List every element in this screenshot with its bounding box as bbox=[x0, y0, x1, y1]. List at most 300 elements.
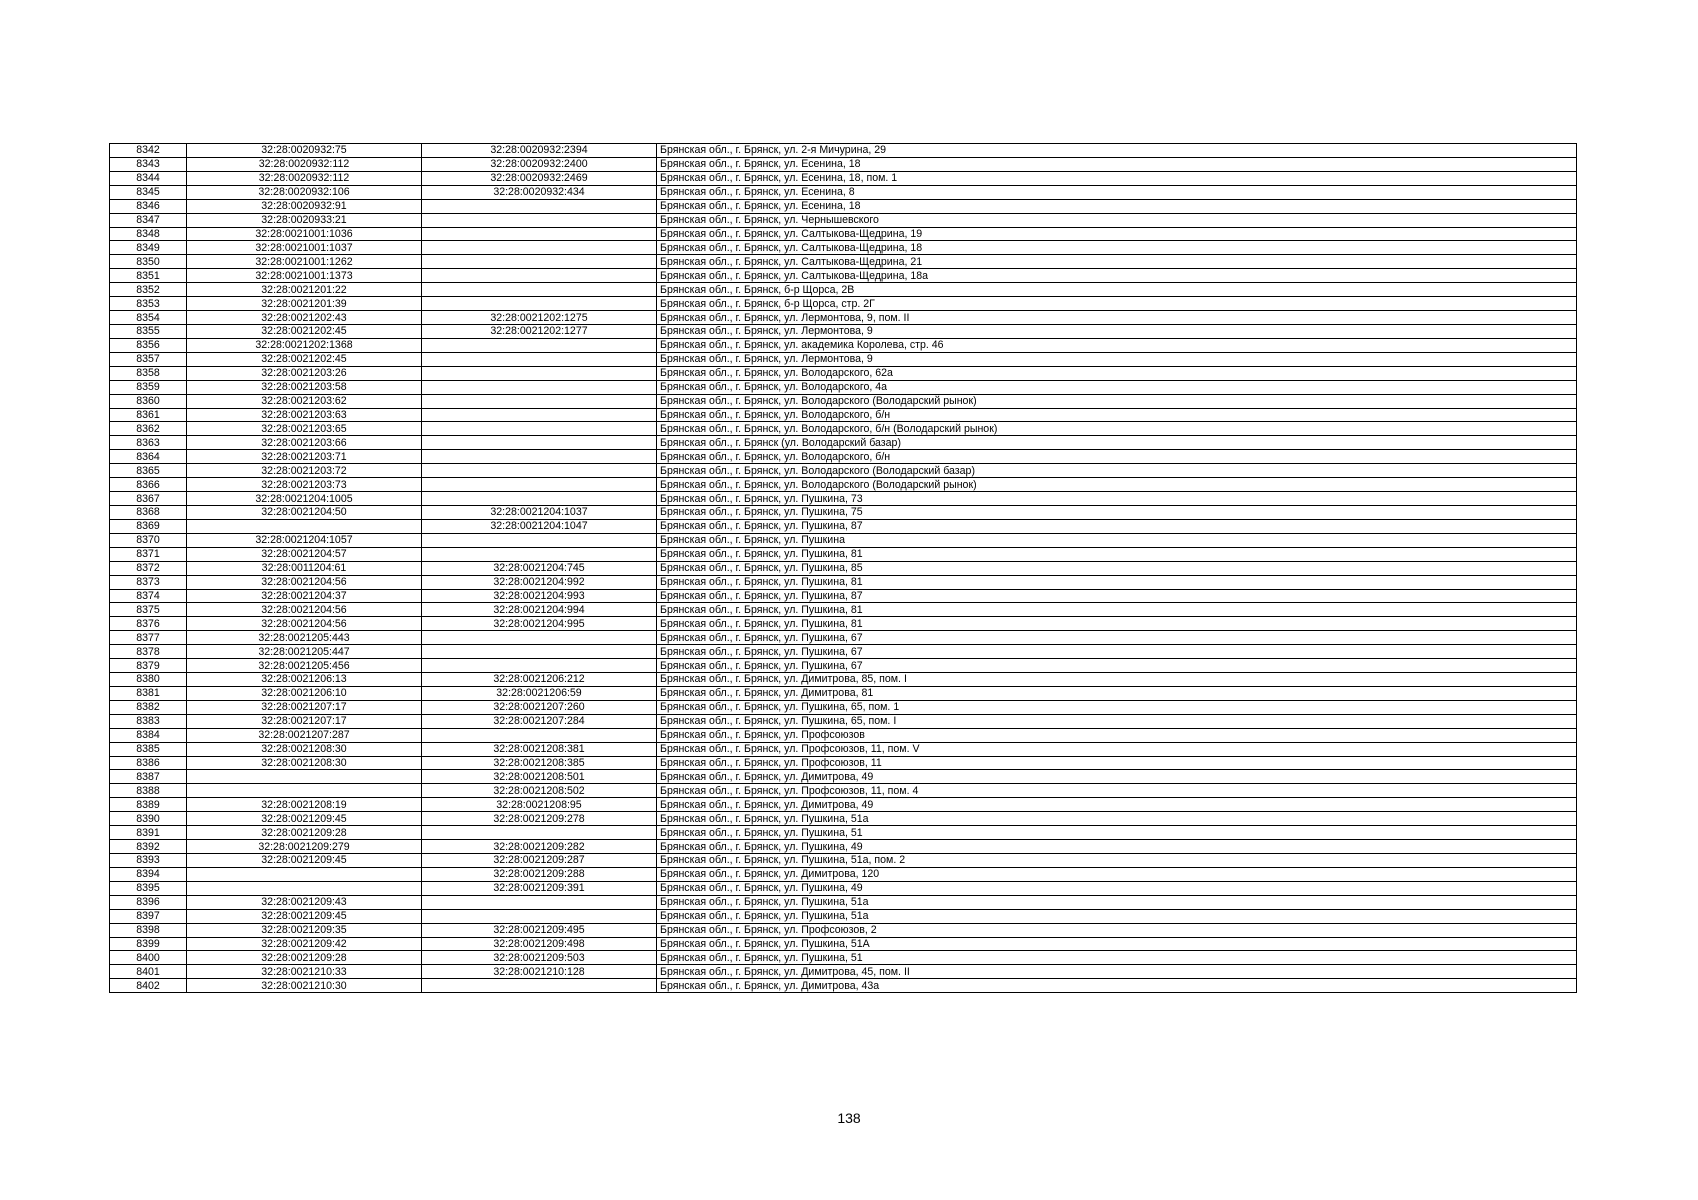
row-number-cell: 8388 bbox=[110, 784, 187, 798]
address-cell: Брянская обл., г. Брянск (ул. Володарский базар) bbox=[657, 436, 1577, 450]
land-cadastral-number-cell: 32:28:0021209:45 bbox=[187, 854, 422, 868]
table-row bbox=[110, 909, 1577, 923]
table-row bbox=[110, 227, 1577, 241]
row-number-cell: 8371 bbox=[110, 547, 187, 561]
land-cadastral-number-cell: 32:28:0011204:61 bbox=[187, 561, 422, 575]
address-cell: Брянская обл., г. Брянск, ул. Пушкина, 51а bbox=[657, 812, 1577, 826]
table-row bbox=[110, 951, 1577, 965]
land-cadastral-number-cell: 32:28:0021208:30 bbox=[187, 756, 422, 770]
building-cadastral-number-cell bbox=[422, 422, 657, 436]
table-row bbox=[110, 324, 1577, 338]
row-number-cell: 8350 bbox=[110, 255, 187, 269]
address-cell: Брянская обл., г. Брянск, ул. Чернышевского bbox=[657, 213, 1577, 227]
row-number-cell: 8386 bbox=[110, 756, 187, 770]
row-number-cell: 8348 bbox=[110, 227, 187, 241]
address-cell: Брянская обл., г. Брянск, ул. Димитрова, 43а bbox=[657, 979, 1577, 993]
address-cell: Брянская обл., г. Брянск, ул. Профсоюзов, 11, пом. V bbox=[657, 742, 1577, 756]
address-cell: Брянская обл., г. Брянск, ул. Димитрова, 49 bbox=[657, 770, 1577, 784]
land-cadastral-number-cell: 32:28:0021209:43 bbox=[187, 895, 422, 909]
building-cadastral-number-cell: 32:28:0021206:59 bbox=[422, 686, 657, 700]
table-row bbox=[110, 714, 1577, 728]
building-cadastral-number-cell bbox=[422, 255, 657, 269]
table-row bbox=[110, 241, 1577, 255]
address-cell: Брянская обл., г. Брянск, ул. Пушкина, 87 bbox=[657, 519, 1577, 533]
address-cell: Брянская обл., г. Брянск, ул. Пушкина, 73 bbox=[657, 492, 1577, 506]
building-cadastral-number-cell bbox=[422, 338, 657, 352]
address-cell: Брянская обл., г. Брянск, ул. Володарского, 4а bbox=[657, 380, 1577, 394]
land-cadastral-number-cell: 32:28:0021207:17 bbox=[187, 700, 422, 714]
table-row bbox=[110, 881, 1577, 895]
building-cadastral-number-cell: 32:28:0021206:212 bbox=[422, 673, 657, 687]
table-row bbox=[110, 269, 1577, 283]
address-cell: Брянская обл., г. Брянск, ул. Салтыкова-Щедрина, 18 bbox=[657, 241, 1577, 255]
address-cell: Брянская обл., г. Брянск, ул. Володарского (Володарский рынок) bbox=[657, 394, 1577, 408]
building-cadastral-number-cell: 32:28:0020932:2394 bbox=[422, 144, 657, 158]
land-cadastral-number-cell: 32:28:0020933:21 bbox=[187, 213, 422, 227]
table-row bbox=[110, 756, 1577, 770]
row-number-cell: 8393 bbox=[110, 854, 187, 868]
row-number-cell: 8373 bbox=[110, 575, 187, 589]
land-cadastral-number-cell: 32:28:0021203:58 bbox=[187, 380, 422, 394]
address-cell: Брянская обл., г. Брянск, ул. Лермонтова, 9 bbox=[657, 352, 1577, 366]
address-cell: Брянская обл., г. Брянск, ул. Салтыкова-Щедрина, 19 bbox=[657, 227, 1577, 241]
land-cadastral-number-cell: 32:28:0021210:30 bbox=[187, 979, 422, 993]
land-cadastral-number-cell: 32:28:0021202:1368 bbox=[187, 338, 422, 352]
table-row bbox=[110, 436, 1577, 450]
address-cell: Брянская обл., г. Брянск, ул. Есенина, 18, пом. 1 bbox=[657, 171, 1577, 185]
building-cadastral-number-cell: 32:28:0021204:1047 bbox=[422, 519, 657, 533]
building-cadastral-number-cell bbox=[422, 352, 657, 366]
table-row bbox=[110, 603, 1577, 617]
table-row bbox=[110, 937, 1577, 951]
table-row bbox=[110, 450, 1577, 464]
row-number-cell: 8364 bbox=[110, 450, 187, 464]
building-cadastral-number-cell bbox=[422, 547, 657, 561]
land-cadastral-number-cell: 32:28:0021001:1373 bbox=[187, 269, 422, 283]
land-cadastral-number-cell: 32:28:0021204:57 bbox=[187, 547, 422, 561]
row-number-cell: 8382 bbox=[110, 700, 187, 714]
address-cell: Брянская обл., г. Брянск, ул. Димитрова, 81 bbox=[657, 686, 1577, 700]
land-cadastral-number-cell: 32:28:0021203:62 bbox=[187, 394, 422, 408]
land-cadastral-number-cell: 32:28:0021203:65 bbox=[187, 422, 422, 436]
building-cadastral-number-cell bbox=[422, 408, 657, 422]
address-cell: Брянская обл., г. Брянск, ул. Пушкина, 51а bbox=[657, 895, 1577, 909]
table-row bbox=[110, 255, 1577, 269]
address-cell: Брянская обл., г. Брянск, ул. Есенина, 18 bbox=[657, 199, 1577, 213]
building-cadastral-number-cell bbox=[422, 380, 657, 394]
land-cadastral-number-cell: 32:28:0021202:45 bbox=[187, 324, 422, 338]
address-cell: Брянская обл., г. Брянск, ул. Пушкина, 81 bbox=[657, 617, 1577, 631]
row-number-cell: 8359 bbox=[110, 380, 187, 394]
table-row bbox=[110, 547, 1577, 561]
row-number-cell: 8401 bbox=[110, 965, 187, 979]
address-cell: Брянская обл., г. Брянск, ул. Пушкина, 85 bbox=[657, 561, 1577, 575]
row-number-cell: 8346 bbox=[110, 199, 187, 213]
table-row bbox=[110, 631, 1577, 645]
building-cadastral-number-cell bbox=[422, 199, 657, 213]
building-cadastral-number-cell: 32:28:0021208:95 bbox=[422, 798, 657, 812]
address-cell: Брянская обл., г. Брянск, ул. Есенина, 18 bbox=[657, 157, 1577, 171]
building-cadastral-number-cell: 32:28:0021204:745 bbox=[422, 561, 657, 575]
row-number-cell: 8344 bbox=[110, 171, 187, 185]
table-row bbox=[110, 311, 1577, 325]
land-cadastral-number-cell: 32:28:0021203:71 bbox=[187, 450, 422, 464]
row-number-cell: 8367 bbox=[110, 492, 187, 506]
table-row bbox=[110, 157, 1577, 171]
building-cadastral-number-cell: 32:28:0021202:1275 bbox=[422, 311, 657, 325]
building-cadastral-number-cell bbox=[422, 728, 657, 742]
building-cadastral-number-cell: 32:28:0021208:502 bbox=[422, 784, 657, 798]
address-cell: Брянская обл., г. Брянск, ул. Лермонтова, 9 bbox=[657, 324, 1577, 338]
address-cell: Брянская обл., г. Брянск, ул. Володарского, б/н bbox=[657, 408, 1577, 422]
address-cell: Брянская обл., г. Брянск, ул. Профсоюзов bbox=[657, 728, 1577, 742]
row-number-cell: 8389 bbox=[110, 798, 187, 812]
table-row bbox=[110, 686, 1577, 700]
land-cadastral-number-cell: 32:28:0021205:447 bbox=[187, 645, 422, 659]
land-cadastral-number-cell: 32:28:0021209:28 bbox=[187, 826, 422, 840]
row-number-cell: 8358 bbox=[110, 366, 187, 380]
row-number-cell: 8347 bbox=[110, 213, 187, 227]
table-row bbox=[110, 798, 1577, 812]
address-cell: Брянская обл., г. Брянск, ул. Володарского (Володарский базар) bbox=[657, 464, 1577, 478]
address-cell: Брянская обл., г. Брянск, ул. Пушкина, 51 bbox=[657, 951, 1577, 965]
land-cadastral-number-cell: 32:28:0021203:26 bbox=[187, 366, 422, 380]
building-cadastral-number-cell: 32:28:0021202:1277 bbox=[422, 324, 657, 338]
row-number-cell: 8385 bbox=[110, 742, 187, 756]
address-cell: Брянская обл., г. Брянск, ул. Володарского, 62а bbox=[657, 366, 1577, 380]
address-cell: Брянская обл., г. Брянск, ул. Лермонтова, 9, пом. II bbox=[657, 311, 1577, 325]
address-cell: Брянская обл., г. Брянск, б-р Щорса, 2В bbox=[657, 283, 1577, 297]
table-row bbox=[110, 700, 1577, 714]
table-row bbox=[110, 589, 1577, 603]
land-cadastral-number-cell: 32:28:0021209:35 bbox=[187, 923, 422, 937]
address-cell: Брянская обл., г. Брянск, ул. Пушкина, 75 bbox=[657, 505, 1577, 519]
row-number-cell: 8363 bbox=[110, 436, 187, 450]
building-cadastral-number-cell: 32:28:0020932:434 bbox=[422, 185, 657, 199]
row-number-cell: 8379 bbox=[110, 659, 187, 673]
land-cadastral-number-cell bbox=[187, 784, 422, 798]
table-row bbox=[110, 380, 1577, 394]
registry-table-body bbox=[110, 144, 1577, 993]
land-cadastral-number-cell: 32:28:0021201:39 bbox=[187, 297, 422, 311]
land-cadastral-number-cell: 32:28:0021209:45 bbox=[187, 909, 422, 923]
row-number-cell: 8391 bbox=[110, 826, 187, 840]
land-cadastral-number-cell: 32:28:0021204:37 bbox=[187, 589, 422, 603]
row-number-cell: 8349 bbox=[110, 241, 187, 255]
address-cell: Брянская обл., г. Брянск, ул. академика Королева, стр. 46 bbox=[657, 338, 1577, 352]
row-number-cell: 8354 bbox=[110, 311, 187, 325]
building-cadastral-number-cell: 32:28:0021209:282 bbox=[422, 840, 657, 854]
address-cell: Брянская обл., г. Брянск, ул. Пушкина, 49 bbox=[657, 881, 1577, 895]
building-cadastral-number-cell bbox=[422, 659, 657, 673]
building-cadastral-number-cell: 32:28:0021209:287 bbox=[422, 854, 657, 868]
address-cell: Брянская обл., г. Брянск, ул. Димитрова, 49 bbox=[657, 798, 1577, 812]
row-number-cell: 8390 bbox=[110, 812, 187, 826]
address-cell: Брянская обл., г. Брянск, ул. Пушкина, 81 bbox=[657, 547, 1577, 561]
table-row bbox=[110, 617, 1577, 631]
table-row bbox=[110, 561, 1577, 575]
row-number-cell: 8398 bbox=[110, 923, 187, 937]
land-cadastral-number-cell bbox=[187, 881, 422, 895]
table-row bbox=[110, 408, 1577, 422]
row-number-cell: 8378 bbox=[110, 645, 187, 659]
table-row bbox=[110, 645, 1577, 659]
row-number-cell: 8380 bbox=[110, 673, 187, 687]
land-cadastral-number-cell: 32:28:0021205:456 bbox=[187, 659, 422, 673]
address-cell: Брянская обл., г. Брянск, ул. Пушкина, 49 bbox=[657, 840, 1577, 854]
table-row bbox=[110, 533, 1577, 547]
address-cell: Брянская обл., г. Брянск, ул. Пушкина, 65, пом. I bbox=[657, 714, 1577, 728]
land-cadastral-number-cell bbox=[187, 519, 422, 533]
land-cadastral-number-cell: 32:28:0021208:19 bbox=[187, 798, 422, 812]
address-cell: Брянская обл., г. Брянск, ул. Пушкина bbox=[657, 533, 1577, 547]
building-cadastral-number-cell bbox=[422, 450, 657, 464]
table-row bbox=[110, 895, 1577, 909]
address-cell: Брянская обл., г. Брянск, ул. Профсоюзов, 11 bbox=[657, 756, 1577, 770]
table-row bbox=[110, 505, 1577, 519]
address-cell: Брянская обл., г. Брянск, ул. Салтыкова-Щедрина, 18а bbox=[657, 269, 1577, 283]
table-row bbox=[110, 492, 1577, 506]
row-number-cell: 8400 bbox=[110, 951, 187, 965]
land-cadastral-number-cell: 32:28:0021001:1262 bbox=[187, 255, 422, 269]
address-cell: Брянская обл., г. Брянск, ул. Пушкина, 87 bbox=[657, 589, 1577, 603]
building-cadastral-number-cell: 32:28:0021209:288 bbox=[422, 867, 657, 881]
table-row bbox=[110, 394, 1577, 408]
building-cadastral-number-cell bbox=[422, 464, 657, 478]
land-cadastral-number-cell: 32:28:0021204:56 bbox=[187, 617, 422, 631]
land-cadastral-number-cell: 32:28:0021205:443 bbox=[187, 631, 422, 645]
building-cadastral-number-cell: 32:28:0021204:994 bbox=[422, 603, 657, 617]
address-cell: Брянская обл., г. Брянск, ул. Володарского, б/н bbox=[657, 450, 1577, 464]
address-cell: Брянская обл., г. Брянск, ул. Димитрова, 85, пом. I bbox=[657, 673, 1577, 687]
land-cadastral-number-cell: 32:28:0021207:287 bbox=[187, 728, 422, 742]
table-row bbox=[110, 519, 1577, 533]
address-cell: Брянская обл., г. Брянск, ул. Димитрова, 45, пом. II bbox=[657, 965, 1577, 979]
property-registry-table bbox=[109, 143, 1577, 993]
land-cadastral-number-cell: 32:28:0021209:28 bbox=[187, 951, 422, 965]
address-cell: Брянская обл., г. Брянск, ул. Есенина, 8 bbox=[657, 185, 1577, 199]
table-row bbox=[110, 297, 1577, 311]
table-row bbox=[110, 784, 1577, 798]
building-cadastral-number-cell bbox=[422, 269, 657, 283]
table-row bbox=[110, 742, 1577, 756]
table-row bbox=[110, 923, 1577, 937]
building-cadastral-number-cell bbox=[422, 283, 657, 297]
land-cadastral-number-cell: 32:28:0020932:112 bbox=[187, 157, 422, 171]
building-cadastral-number-cell: 32:28:0021209:278 bbox=[422, 812, 657, 826]
building-cadastral-number-cell bbox=[422, 436, 657, 450]
building-cadastral-number-cell bbox=[422, 366, 657, 380]
row-number-cell: 8356 bbox=[110, 338, 187, 352]
row-number-cell: 8395 bbox=[110, 881, 187, 895]
row-number-cell: 8365 bbox=[110, 464, 187, 478]
building-cadastral-number-cell: 32:28:0021204:995 bbox=[422, 617, 657, 631]
building-cadastral-number-cell: 32:28:0021209:495 bbox=[422, 923, 657, 937]
building-cadastral-number-cell: 32:28:0021209:391 bbox=[422, 881, 657, 895]
address-cell: Брянская обл., г. Брянск, ул. Пушкина, 81 bbox=[657, 603, 1577, 617]
land-cadastral-number-cell: 32:28:0021206:10 bbox=[187, 686, 422, 700]
land-cadastral-number-cell: 32:28:0020932:106 bbox=[187, 185, 422, 199]
land-cadastral-number-cell: 32:28:0021210:33 bbox=[187, 965, 422, 979]
building-cadastral-number-cell: 32:28:0021208:381 bbox=[422, 742, 657, 756]
building-cadastral-number-cell bbox=[422, 492, 657, 506]
table-row bbox=[110, 854, 1577, 868]
table-row bbox=[110, 478, 1577, 492]
table-row bbox=[110, 979, 1577, 993]
table-row bbox=[110, 464, 1577, 478]
row-number-cell: 8357 bbox=[110, 352, 187, 366]
building-cadastral-number-cell: 32:28:0021209:498 bbox=[422, 937, 657, 951]
land-cadastral-number-cell: 32:28:0021202:43 bbox=[187, 311, 422, 325]
row-number-cell: 8387 bbox=[110, 770, 187, 784]
row-number-cell: 8374 bbox=[110, 589, 187, 603]
row-number-cell: 8345 bbox=[110, 185, 187, 199]
address-cell: Брянская обл., г. Брянск, ул. 2-я Мичурина, 29 bbox=[657, 144, 1577, 158]
building-cadastral-number-cell bbox=[422, 645, 657, 659]
table-row bbox=[110, 366, 1577, 380]
address-cell: Брянская обл., г. Брянск, б-р Щорса, стр. 2Г bbox=[657, 297, 1577, 311]
address-cell: Брянская обл., г. Брянск, ул. Профсоюзов, 11, пом. 4 bbox=[657, 784, 1577, 798]
table-row bbox=[110, 867, 1577, 881]
land-cadastral-number-cell: 32:28:0021204:1057 bbox=[187, 533, 422, 547]
building-cadastral-number-cell bbox=[422, 478, 657, 492]
land-cadastral-number-cell: 32:28:0020932:91 bbox=[187, 199, 422, 213]
building-cadastral-number-cell bbox=[422, 533, 657, 547]
land-cadastral-number-cell: 32:28:0021203:63 bbox=[187, 408, 422, 422]
address-cell: Брянская обл., г. Брянск, ул. Пушкина, 67 bbox=[657, 659, 1577, 673]
address-cell: Брянская обл., г. Брянск, ул. Пушкина, 51А bbox=[657, 937, 1577, 951]
building-cadastral-number-cell: 32:28:0021204:1037 bbox=[422, 505, 657, 519]
row-number-cell: 8360 bbox=[110, 394, 187, 408]
land-cadastral-number-cell: 32:28:0021001:1037 bbox=[187, 241, 422, 255]
row-number-cell: 8372 bbox=[110, 561, 187, 575]
building-cadastral-number-cell bbox=[422, 297, 657, 311]
row-number-cell: 8351 bbox=[110, 269, 187, 283]
building-cadastral-number-cell: 32:28:0021208:385 bbox=[422, 756, 657, 770]
land-cadastral-number-cell: 32:28:0021209:42 bbox=[187, 937, 422, 951]
row-number-cell: 8384 bbox=[110, 728, 187, 742]
building-cadastral-number-cell bbox=[422, 909, 657, 923]
row-number-cell: 8361 bbox=[110, 408, 187, 422]
land-cadastral-number-cell: 32:28:0021206:13 bbox=[187, 673, 422, 687]
row-number-cell: 8368 bbox=[110, 505, 187, 519]
page-number: 138 bbox=[837, 1110, 861, 1126]
table-row bbox=[110, 213, 1577, 227]
land-cadastral-number-cell bbox=[187, 867, 422, 881]
table-row bbox=[110, 422, 1577, 436]
building-cadastral-number-cell: 32:28:0021208:501 bbox=[422, 770, 657, 784]
row-number-cell: 8376 bbox=[110, 617, 187, 631]
row-number-cell: 8370 bbox=[110, 533, 187, 547]
address-cell: Брянская обл., г. Брянск, ул. Профсоюзов, 2 bbox=[657, 923, 1577, 937]
table-row bbox=[110, 965, 1577, 979]
table-row bbox=[110, 185, 1577, 199]
address-cell: Брянская обл., г. Брянск, ул. Пушкина, 51а bbox=[657, 909, 1577, 923]
table-row bbox=[110, 673, 1577, 687]
row-number-cell: 8342 bbox=[110, 144, 187, 158]
building-cadastral-number-cell bbox=[422, 631, 657, 645]
land-cadastral-number-cell bbox=[187, 770, 422, 784]
table-row bbox=[110, 199, 1577, 213]
building-cadastral-number-cell: 32:28:0021207:284 bbox=[422, 714, 657, 728]
building-cadastral-number-cell bbox=[422, 979, 657, 993]
land-cadastral-number-cell: 32:28:0021209:45 bbox=[187, 812, 422, 826]
land-cadastral-number-cell: 32:28:0021207:17 bbox=[187, 714, 422, 728]
table-row bbox=[110, 659, 1577, 673]
land-cadastral-number-cell: 32:28:0020932:75 bbox=[187, 144, 422, 158]
land-cadastral-number-cell: 32:28:0021204:1005 bbox=[187, 492, 422, 506]
address-cell: Брянская обл., г. Брянск, ул. Володарского (Володарский рынок) bbox=[657, 478, 1577, 492]
building-cadastral-number-cell: 32:28:0020932:2400 bbox=[422, 157, 657, 171]
row-number-cell: 8369 bbox=[110, 519, 187, 533]
address-cell: Брянская обл., г. Брянск, ул. Пушкина, 81 bbox=[657, 575, 1577, 589]
table-row bbox=[110, 728, 1577, 742]
table-row bbox=[110, 770, 1577, 784]
land-cadastral-number-cell: 32:28:0021202:45 bbox=[187, 352, 422, 366]
row-number-cell: 8362 bbox=[110, 422, 187, 436]
building-cadastral-number-cell: 32:28:0021207:260 bbox=[422, 700, 657, 714]
address-cell: Брянская обл., г. Брянск, ул. Пушкина, 51а, пом. 2 bbox=[657, 854, 1577, 868]
address-cell: Брянская обл., г. Брянск, ул. Салтыкова-Щедрина, 21 bbox=[657, 255, 1577, 269]
address-cell: Брянская обл., г. Брянск, ул. Пушкина, 67 bbox=[657, 645, 1577, 659]
row-number-cell: 8394 bbox=[110, 867, 187, 881]
building-cadastral-number-cell bbox=[422, 241, 657, 255]
building-cadastral-number-cell bbox=[422, 213, 657, 227]
land-cadastral-number-cell: 32:28:0021203:73 bbox=[187, 478, 422, 492]
land-cadastral-number-cell: 32:28:0021204:56 bbox=[187, 603, 422, 617]
row-number-cell: 8352 bbox=[110, 283, 187, 297]
row-number-cell: 8381 bbox=[110, 686, 187, 700]
land-cadastral-number-cell: 32:28:0020932:112 bbox=[187, 171, 422, 185]
table-row bbox=[110, 352, 1577, 366]
row-number-cell: 8383 bbox=[110, 714, 187, 728]
building-cadastral-number-cell bbox=[422, 826, 657, 840]
land-cadastral-number-cell: 32:28:0021209:279 bbox=[187, 840, 422, 854]
row-number-cell: 8366 bbox=[110, 478, 187, 492]
address-cell: Брянская обл., г. Брянск, ул. Димитрова, 120 bbox=[657, 867, 1577, 881]
address-cell: Брянская обл., г. Брянск, ул. Пушкина, 67 bbox=[657, 631, 1577, 645]
table-row bbox=[110, 840, 1577, 854]
address-cell: Брянская обл., г. Брянск, ул. Володарского, б/н (Володарский рынок) bbox=[657, 422, 1577, 436]
table-row bbox=[110, 575, 1577, 589]
building-cadastral-number-cell bbox=[422, 895, 657, 909]
land-cadastral-number-cell: 32:28:0021208:30 bbox=[187, 742, 422, 756]
building-cadastral-number-cell: 32:28:0021204:993 bbox=[422, 589, 657, 603]
row-number-cell: 8396 bbox=[110, 895, 187, 909]
table-row bbox=[110, 171, 1577, 185]
table-row bbox=[110, 826, 1577, 840]
table-row bbox=[110, 144, 1577, 158]
land-cadastral-number-cell: 32:28:0021204:56 bbox=[187, 575, 422, 589]
building-cadastral-number-cell: 32:28:0021209:503 bbox=[422, 951, 657, 965]
table-row bbox=[110, 812, 1577, 826]
building-cadastral-number-cell bbox=[422, 394, 657, 408]
building-cadastral-number-cell: 32:28:0021204:992 bbox=[422, 575, 657, 589]
address-cell: Брянская обл., г. Брянск, ул. Пушкина, 51 bbox=[657, 826, 1577, 840]
row-number-cell: 8377 bbox=[110, 631, 187, 645]
building-cadastral-number-cell: 32:28:0020932:2469 bbox=[422, 171, 657, 185]
land-cadastral-number-cell: 32:28:0021203:72 bbox=[187, 464, 422, 478]
land-cadastral-number-cell: 32:28:0021201:22 bbox=[187, 283, 422, 297]
row-number-cell: 8353 bbox=[110, 297, 187, 311]
land-cadastral-number-cell: 32:28:0021203:66 bbox=[187, 436, 422, 450]
table-row bbox=[110, 338, 1577, 352]
row-number-cell: 8375 bbox=[110, 603, 187, 617]
row-number-cell: 8397 bbox=[110, 909, 187, 923]
row-number-cell: 8399 bbox=[110, 937, 187, 951]
row-number-cell: 8392 bbox=[110, 840, 187, 854]
row-number-cell: 8355 bbox=[110, 324, 187, 338]
